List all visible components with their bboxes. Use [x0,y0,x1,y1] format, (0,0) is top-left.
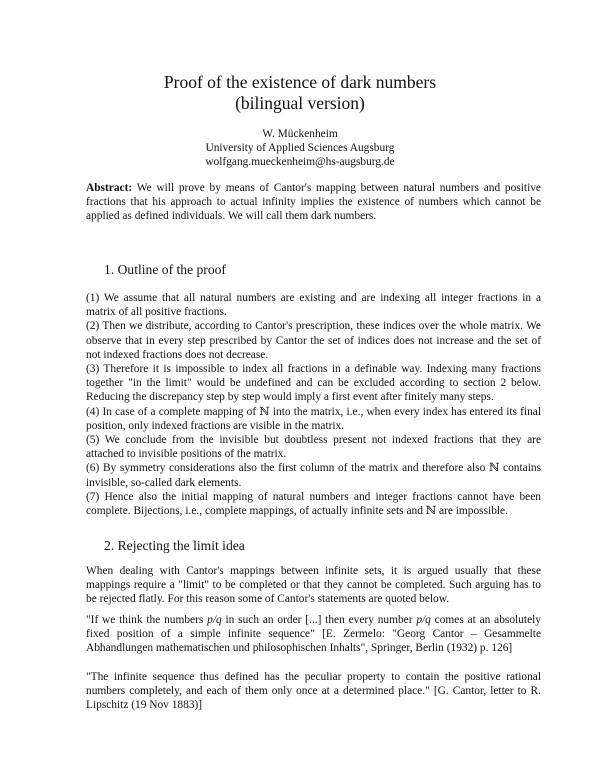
paper-title-line2: (bilingual version) [235,93,365,113]
section-heading-limit: 2. Rejecting the limit idea [104,538,245,553]
quote-cantor: "The infinite sequence thus defined has the peculiar property to contain the positive rational numbers completely, and each of them only once at a determined place." [G. Cantor, letter to R. Lipschitz (19 Nov 1883)] [86,671,541,712]
outline-list [86,291,541,518]
outline-item-7: (7) Hence also the initial mapping of natural numbers and integer fractions cannot have been complete. Bijections, i.e., complete mappings, of actually infinite sets and ℕ are impossible. [86,490,541,518]
outline-item-6: (6) By symmetry considerations also the first column of the matrix and therefore also ℕ contains invisible, so-called dark elements. [86,462,541,489]
quote1-part-c: comes at an absolutely fixed position of a simple infinite sequence" [E. Zermelo: "Georg Cantor – Gesammelte Abhandlungen mathematischen und philosophischen Inhalts", Springer, Berlin (1932) p. 126] [86,614,541,655]
abstract-label: Abstract: [86,182,133,194]
outline-item-2: (2) Then we distribute, according to Cantor's prescription, these indices over the whole matrix. We observe that in every step prescribed by Cantor the set of indices does not increase and the set of not indexed fractions does not decrease. [86,320,541,361]
quote-zermelo [86,613,541,656]
quote1-pq-1: p/q [207,614,222,626]
quote1-part-b: in such an order [...] then every number [221,614,417,626]
abstract [86,181,541,224]
paper-title-line1: Proof of the existence of dark numbers [163,72,437,92]
outline-item-5: (5) We conclude from the invisible but doubtless present not indexed fractions that they are attached to invisible positions of the matrix. [86,434,541,461]
quote1-pq-2: p/q [416,614,431,626]
quote1-part-a: "If we think the numbers [86,614,208,626]
outline-item-3: (3) Therefore it is impossible to index all fractions in a definable way. Indexing many fractions together "in the limit" would be undefined and can be excluded according to section 2 below. Reducing the discrepancy step by step would imply a first event after finitely many steps. [86,363,541,404]
author-affiliation: University of Applied Sciences Augsburg [205,142,395,154]
section-heading-outline: 1. Outline of the proof [104,262,226,277]
abstract-text: We will prove by means of Cantor's mapping between natural numbers and positive fractions that his approach to actual infinity implies the existence of numbers which cannot be applied as defined individuals. We will call them dark numbers. [86,182,541,223]
author-email: wolfgang.mueckenheim@hs-augsburg.de [205,156,395,168]
outline-item-1: (1) We assume that all natural numbers are existing and are indexing all integer fractions in a matrix of all positive fractions. [86,292,541,319]
outline-item-4: (4) In case of a complete mapping of ℕ into the matrix, i.e., when every index has entered its final position, only indexed fractions are visible in the matrix. [86,405,541,432]
author-name: W. Mückenheim [262,128,338,140]
section2-paragraph: When dealing with Cantor's mappings between infinite sets, it is argued usually that these mappings require a "limit" to be completed or that they cannot be completed. Such arguing has to be rejected flatly. For this reason some of Cantor's statements are quoted below. [86,565,541,606]
